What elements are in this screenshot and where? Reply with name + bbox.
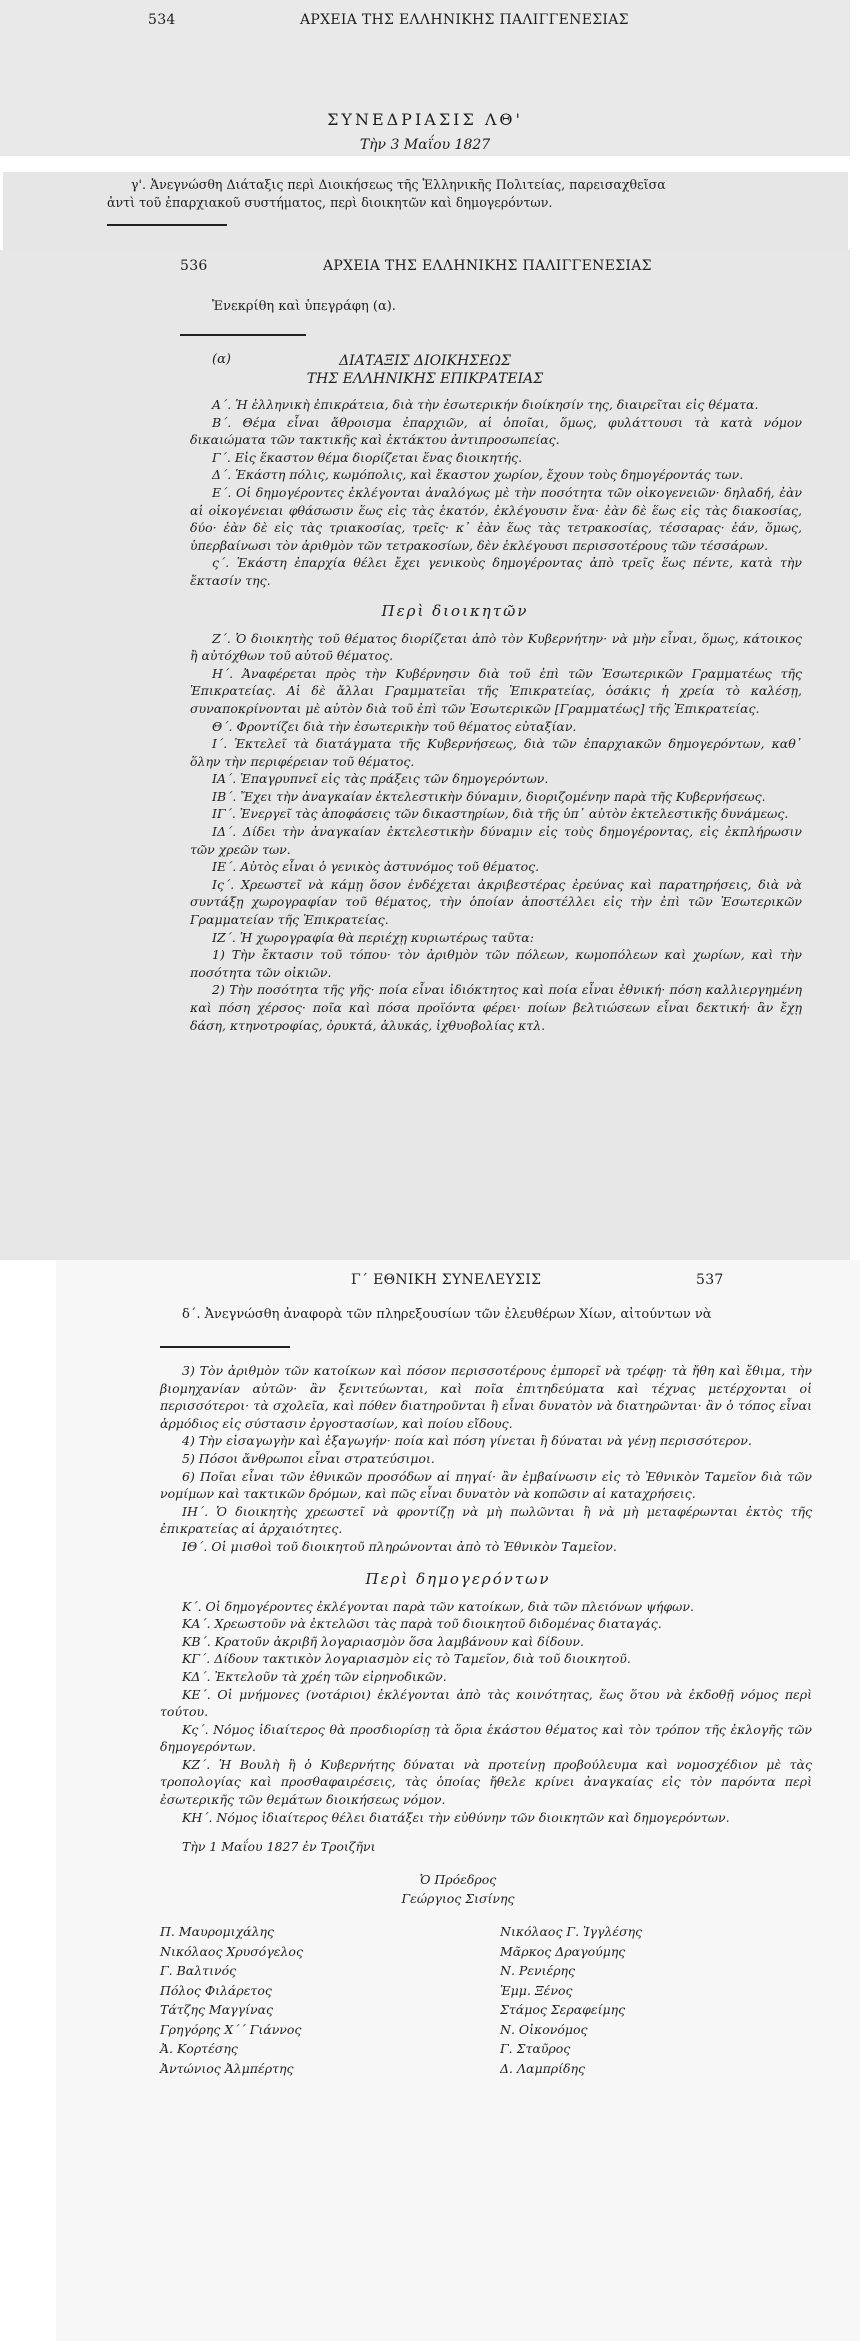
article: 4) Τὴν εἰσαγωγὴν καὶ ἐξαγωγήν· ποία καὶ πόση γίνεται ἢ δύναται νὰ γένῃ περισσότερον.	[182, 1433, 752, 1449]
article: ΚΖ΄. Ἡ Βουλὴ ἢ ὁ Κυβερνήτης δύναται νὰ προτείνῃ προβούλευμα καὶ νομοσχέδιον μὲ τὰς τροπολογίας καὶ προσθαφαιρέσεις, τὰς ὁποίας ἤθελε κρίνει ἀναγκαίας εἰς τὸν παρόντα περὶ ἐσωτερικῆς τῶν θεμάτων διοικήσεως νόμον.	[160, 1756, 812, 1808]
president-name: Γεώργιος Σισίνης	[401, 1891, 515, 1907]
page-header	[0, 12, 850, 38]
page-header	[56, 1272, 860, 1298]
articles-b	[190, 630, 802, 1035]
article: Η΄. Ἀναφέρεται πρὸς τὴν Κυβέρνησιν διὰ τοῦ ἐπὶ τῶν Ἐσωτερικῶν Γραμματέως τῆς Ἐπικρατείας. Αἱ δὲ ἄλλαι Γραμματεῖαι τῆς Ἐπικρατείας, ὁσάκις ἡ χρεία τὸ καλέσῃ, συναποκρίνονται μὲ αὐτὸν διὰ τοῦ ἐπὶ τῶν Ἐσωτερικῶν [Γραμματέως] τῆς Ἐπικρατείας.	[190, 665, 802, 716]
session-date: Τὴν 3 Μαΐου 1827	[359, 137, 491, 153]
article: ΙΘ΄. Οἱ μισθοὶ τοῦ διοικητοῦ πληρώνονται ἀπὸ τὸ Ἐθνικὸν Ταμεῖον.	[182, 1538, 617, 1554]
document-title-line-2: ΤΗΣ ΕΛΛΗΝΙΚΗΣ ΕΠΙΚΡΑΤΕΙΑΣ	[306, 371, 544, 387]
subheading-dioikitai: Περὶ διοικητῶν	[381, 601, 529, 620]
article: ΙΒ΄. Ἔχει τὴν ἀναγκαίαν ἐκτελεστικὴν δύναμιν, διοριζομένην παρὰ τῆς Κυβερνήσεως.	[212, 788, 766, 804]
page-header	[0, 258, 850, 284]
signature: Ἀ. Κορτέσης	[160, 2041, 238, 2057]
page-number: 534	[148, 12, 176, 28]
subheading-dimogerontes: Περὶ δημογερόντων	[365, 1569, 551, 1588]
article: Γ΄. Εἰς ἕκαστον θέμα διορίζεται ἕνας διοικητής.	[212, 449, 523, 465]
article: Κ΄. Οἱ δημογέροντες ἐκλέγονται παρὰ τῶν κατοίκων, διὰ τῶν πλειόνων ψήφων.	[182, 1598, 694, 1614]
document-title-line-1: ΔΙΑΤΑΞΙΣ ΔΙΟΙΚΗΣΕΩΣ	[339, 353, 511, 369]
page-536-strip	[0, 250, 850, 1260]
divider-rule	[160, 1346, 290, 1348]
article: 2) Τὴν ποσότητα τῆς γῆς· ποία εἶναι ἰδιόκτητος καὶ ποία εἶναι ἐθνική· πόση καλλιεργημένη καὶ πόση χέρσος· ποῖα καὶ πόσα προϊόντα φέρει· ποίων βελτιώσεων εἶναι δεκτική· ἂν ἔχῃ δάση, κτηνοτροφίας, ὀρυκτά, ἁλυκάς, ἰχθυοβολίας κτλ.	[190, 982, 802, 1033]
signature: Νικόλαος Χρυσόγελος	[160, 1943, 303, 1959]
running-title: Γ΄ ΕΘΝΙΚΗ ΣΥΝΕΛΕΥΣΙΣ	[351, 1272, 542, 1288]
divider-rule	[180, 334, 306, 336]
articles-d	[160, 1598, 812, 1827]
article: Ι΄. Ἐκτελεῖ τὰ διατάγματα τῆς Κυβερνήσεως, διὰ τῶν ἐπαρχιακῶν δημογερόντων, καθ᾽ ὅλην τὴν περιφέρειαν τοῦ θέματος.	[190, 736, 802, 769]
running-title: ΑΡΧΕΙΑ ΤΗΣ ΕΛΛΗΝΙΚΗΣ ΠΑΛΙΓΓΕΝΕΣΙΑΣ	[300, 12, 629, 28]
article: Δ΄. Ἑκάστη πόλις, κωμόπολις, καὶ ἕκαστον χωρίον, ἔχουν τοὺς δημογέροντάς των.	[212, 467, 744, 483]
signatures-right	[500, 1922, 760, 2078]
signature: Ν. Οἰκονόμος	[500, 2021, 588, 2037]
article: 6) Ποῖαι εἶναι τῶν ἐθνικῶν προσόδων αἱ πηγαί· ἂν ἐμβαίνωσιν εἰς τὸ Ἐθνικὸν Ταμεῖον διὰ τῶν νομίμων καὶ τακτικῶν δρόμων, καὶ πῶς εἶναι δυνατὸν νὰ κοπῶσιν αἱ καταχρήσεις.	[160, 1468, 812, 1502]
article: ΙΗ΄. Ὁ διοικητὴς χρεωστεῖ νὰ φροντίζῃ νὰ μὴ πωλῶνται ἢ νὰ μὴ μεταφέρωνται ἐκτὸς τῆς ἐπικρατείας αἱ ἀρχαιότητες.	[160, 1503, 812, 1537]
article: Ζ΄. Ὁ διοικητὴς τοῦ θέματος διορίζεται ἀπὸ τὸν Κυβερνήτην· νὰ μὴν εἶναι, ὅμως, κάτοικος ἢ αὐτόχθων τοῦ αὐτοῦ θέματος.	[190, 630, 802, 664]
article: ς΄. Ἑκάστη ἐπαρχία θέλει ἔχει γενικοὺς δημογέροντας ἀπὸ τρεῖς ἕως πέντε, κατὰ τὴν ἔκτασίν της.	[190, 555, 802, 588]
signature: Γ. Βαλτινός	[160, 1963, 237, 1979]
article: ΙΕ΄. Αὐτὸς εἶναι ὁ γενικὸς ἀστυνόμος τοῦ θέματος.	[212, 859, 540, 875]
page-number: 537	[696, 1272, 724, 1288]
item-gamma-line-2: ἀντὶ τοῦ ἐπαρχιακοῦ συστήματος, περὶ διοικητῶν καὶ δημογερόντων.	[107, 195, 553, 210]
signatures	[160, 1922, 860, 2078]
item-delta-line: δ΄. Ἀνεγνώσθη ἀναφορὰ τῶν πληρεξουσίων τῶν ἐλευθέρων Χίων, αἰτούντων νὰ	[182, 1307, 712, 1322]
articles-c	[160, 1362, 812, 1556]
item-gamma-line-1: γ'. Ἀνεγνώσθη Διάταξις περὶ Διοικήσεως τῆς Ἑλληνικῆς Πολιτείας, παρεισαχθεῖσα	[131, 177, 666, 192]
page-537-strip	[56, 1260, 860, 2341]
signature: Τάτζης Μαγγίνας	[160, 2002, 274, 2018]
signature: Ἐμμ. Ξένος	[500, 1982, 573, 1998]
president-title: Ὁ Πρόεδρος	[419, 1872, 497, 1888]
running-title: ΑΡΧΕΙΑ ΤΗΣ ΕΛΛΗΝΙΚΗΣ ΠΑΛΙΓΓΕΝΕΣΙΑΣ	[323, 258, 652, 274]
divider-rule	[107, 224, 227, 226]
signature: Ἀντώνιος Ἀλμπέρτης	[160, 2060, 294, 2076]
article: ΙΔ΄. Δίδει τὴν ἀναγκαίαν ἐκτελεστικὴν δύναμιν εἰς τοὺς δημογέροντας, εἰς ἐκπλήρωσιν τῶν χρεῶν των.	[190, 824, 802, 857]
footnote-marker: (α)	[212, 352, 231, 367]
page-534-strip	[0, 0, 850, 156]
signature: Μᾶρκος Δραγούμης	[500, 1943, 626, 1959]
article: ΙΓ΄. Ἐνεργεῖ τὰς ἀποφάσεις τῶν δικαστηρίων, διὰ τῆς ὑπ᾽ αὐτὸν ἐκτελεστικῆς δυνάμεως.	[212, 806, 789, 822]
article: ΙΖ΄. Ἡ χωρογραφία θὰ περιέχῃ κυριωτέρως ταῦτα:	[212, 929, 534, 945]
item-gamma-strip	[3, 172, 848, 250]
session-title: ΣΥΝΕΔΡΙΑΣΙΣ ΛΘ'	[327, 110, 523, 129]
article: Ε΄. Οἱ δημογέροντες ἐκλέγονται ἀναλόγως μὲ τὴν ποσότητα τῶν οἰκογενειῶν· δηλαδή, ἐὰν αἱ οἰκογένειαι φθάσωσιν ἕως εἰς τὰς ἑκατόν, ἐκλέγουσιν ἕνα· ἐὰν δὲ ἕως εἰς τὰς διακοσίας, δύο· ἐὰν δὲ εἰς τὰς τριακοσίας, τρεῖς· κ᾽ ἐὰν ἕως τὰς τετρακοσίας, τέσσαρας· ἐάν, ὅμως, ὑπερβαίνωσι τὸν ἀριθμὸν τῶν τετρακοσίων, δὲν ἐκλέγουσι περισσοτέρους τῶν τέσσάρων.	[190, 484, 802, 553]
signature: Νικόλαος Γ. Ἰγγλέσης	[500, 1924, 643, 1940]
article: 1) Τὴν ἔκτασιν τοῦ τόπου· τὸν ἀριθμὸν τῶν πόλεων, κωμοπόλεων καὶ χωρίων, καὶ τὴν ποσότητα τῶν οἰκιῶν.	[190, 947, 802, 980]
signature: Δ. Λαμπρίδης	[500, 2060, 586, 2076]
article: Κς΄. Νόμος ἰδιαίτερος θὰ προσδιορίσῃ τὰ ὅρια ἑκάστου θέματος καὶ τὸν τρόπον τῆς ἐκλογῆς τῶν δημογερόντων.	[160, 1721, 812, 1755]
article: 5) Πόσοι ἄνθρωποι εἶναι στρατεύσιμοι.	[182, 1450, 435, 1466]
article: ΚΗ΄. Νόμος ἰδιαίτερος θέλει διατάξει τὴν εὐθύνην τῶν διοικητῶν καὶ δημογερόντων.	[182, 1809, 730, 1825]
place-date: Τὴν 1 Μαΐου 1827 ἐν Τροιζῆνι	[182, 1839, 376, 1855]
signature: Γρηγόρης Χ΄΄ Γιάννος	[160, 2021, 302, 2037]
article: Θ΄. Φροντίζει διὰ τὴν ἐσωτερικὴν τοῦ θέματος εὐταξίαν.	[212, 718, 577, 734]
signature: Ν. Ρενιέρης	[500, 1963, 576, 1979]
article: ΚΑ΄. Χρεωστοῦν νὰ ἐκτελῶσι τὰς παρὰ τοῦ διοικητοῦ διδομένας διαταγάς.	[182, 1616, 662, 1632]
page-number: 536	[180, 258, 208, 274]
article: ΚΕ΄. Οἱ μνήμονες (νοτάριοι) ἐκλέγονται ἀπὸ τὰς κοινότητας, ἕως ὅτου νὰ ἐκδοθῇ νόμος περὶ τούτου.	[160, 1686, 812, 1720]
signatures-left	[160, 1922, 460, 2078]
article: Β΄. Θέμα εἶναι ἄθροισμα ἐπαρχιῶν, αἱ ὁποῖαι, ὅμως, φυλάττουσι τὰ κατὰ νόμον δικαιώματα τῶν τακτικῆς καὶ ἐκτάκτου ἀντιπροσωπείας.	[190, 414, 802, 448]
article: 3) Τὸν ἀριθμὸν τῶν κατοίκων καὶ πόσον περισσοτέρους ἐμπορεῖ νὰ τρέφῃ· τὰ ἤθη καὶ ἔθιμα, τὴν βιομηχανίαν αὐτῶν· ἂν ξενιτεύωνται, καὶ ποῖα ἐπιτηδεύματα καὶ τέχνας μετέρχονται οἱ περισσότεροι· τὰ σχολεῖα, καὶ πόθεν διατηροῦνται ἢ εἶναι δυνατὸν νὰ διατηρῶνται· ἂν ὁ τόπος εἶναι ἁρμόδιος εἰς σύστασιν ἐργοστασίων, καὶ ποίου εἴδους.	[160, 1363, 812, 1431]
article: ΚΒ΄. Κρατοῦν ἀκριβῆ λογαριασμὸν ὅσα λαμβάνουν καὶ δίδουν.	[182, 1633, 584, 1649]
article: ΚΔ΄. Ἐκτελοῦν τὰ χρέη τῶν εἰρηνοδικῶν.	[182, 1668, 447, 1684]
approved-note: Ἐνεκρίθη καὶ ὑπεγράφη (α).	[212, 299, 396, 314]
articles-a	[190, 396, 802, 590]
signature: Γ. Σταῦρος	[500, 2041, 571, 2057]
signature: Πόλος Φιλάρετος	[160, 1982, 272, 1998]
signature: Π. Μαυρομιχάλης	[160, 1924, 275, 1940]
document-title-block	[0, 352, 850, 390]
article: ΚΓ΄. Δίδουν τακτικὸν λογαριασμὸν εἰς τὸ Ταμεῖον, διὰ τοῦ διοικητοῦ.	[182, 1651, 631, 1667]
article: Α΄. Ἡ ἑλληνικὴ ἐπικράτεια, διὰ τὴν ἐσωτερικήν διοίκησίν της, διαιρεῖται εἰς θέματα.	[212, 397, 759, 412]
article: Ις΄. Χρεωστεῖ νὰ κάμῃ ὅσον ἐνδέχεται ἀκριβεστέρας ἐρεύνας καὶ παρατηρήσεις, διὰ νὰ συντάξῃ χωρογραφίαν τοῦ θέματος, τὴν ὁποίαν ἀποστέλλει εἰς τὴν ἐπὶ τῶν Ἐσωτερικῶν Γραμματείαν τῆς Ἐπικρατείας.	[190, 876, 802, 928]
article: ΙΑ΄. Ἐπαγρυπνεῖ εἰς τὰς πράξεις τῶν δημογερόντων.	[212, 771, 549, 787]
signature: Στάμος Σεραφείμης	[500, 2002, 626, 2018]
